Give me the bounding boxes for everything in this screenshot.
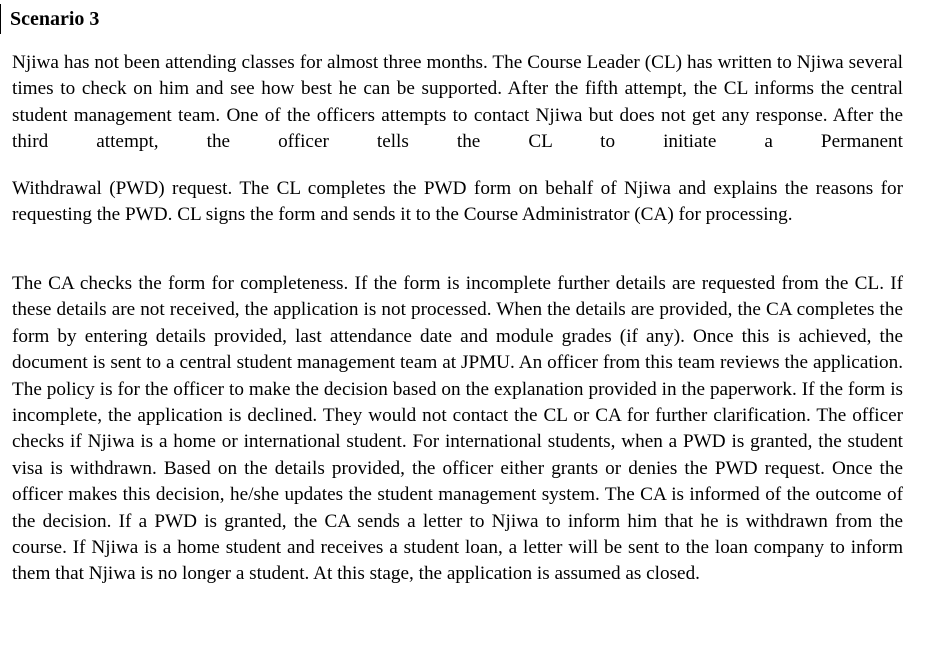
paragraph-3: The CA checks the form for completeness. If the form is incomplete further details are requested from the CL. If these details are not received, the application is not processed. When the details are provided, the CA completes the form by entering details provided, last attendance date and module grades (if any). Once this is achieved, the document is sent to a central student management team at JPMU. An officer from this team reviews the application. The policy is for the officer to make the decision based on the explanation provided in the paperwork. If the form is incomplete, the application is declined. They would not contact the CL or CA for further clarification. The officer checks if Njiwa is a home or international student. For international students, when a PWD is granted, the student visa is withdrawn. Based on the details provided, the officer either grants or denies the PWD request. Once the officer makes this decision, he/she updates the student management system. The CA is informed of the outcome of the decision. If a PWD is granted, the CA sends a letter to Njiwa to inform him that he is withdrawn from the course. If Njiwa is a home student and receives a student loan, a letter will be sent to the loan company to inform them that Njiwa is no longer a student. At this stage, the application is assumed as closed. — [12, 273, 903, 585]
scenario-title: Scenario 3 — [10, 8, 100, 30]
paragraph-1: Njiwa has not been attending classes for almost three months. The Course Leader (CL) has written to Njiwa several times to check on him and see how best he can be supported. After the fifth attempt, the CL informs the central student management team. One of the officers attempts to contact Njiwa but does not get any response. After the third attempt, the officer tells the CL to initiate a Permanent — [12, 52, 903, 153]
paragraph-2: Withdrawal (PWD) request. The CL completes the PWD form on behalf of Njiwa and explains the reasons for requesting the PWD. CL signs the form and sends it to the Course Administrator (CA) for processing. — [12, 178, 903, 226]
page-edge-divider — [0, 4, 1, 34]
